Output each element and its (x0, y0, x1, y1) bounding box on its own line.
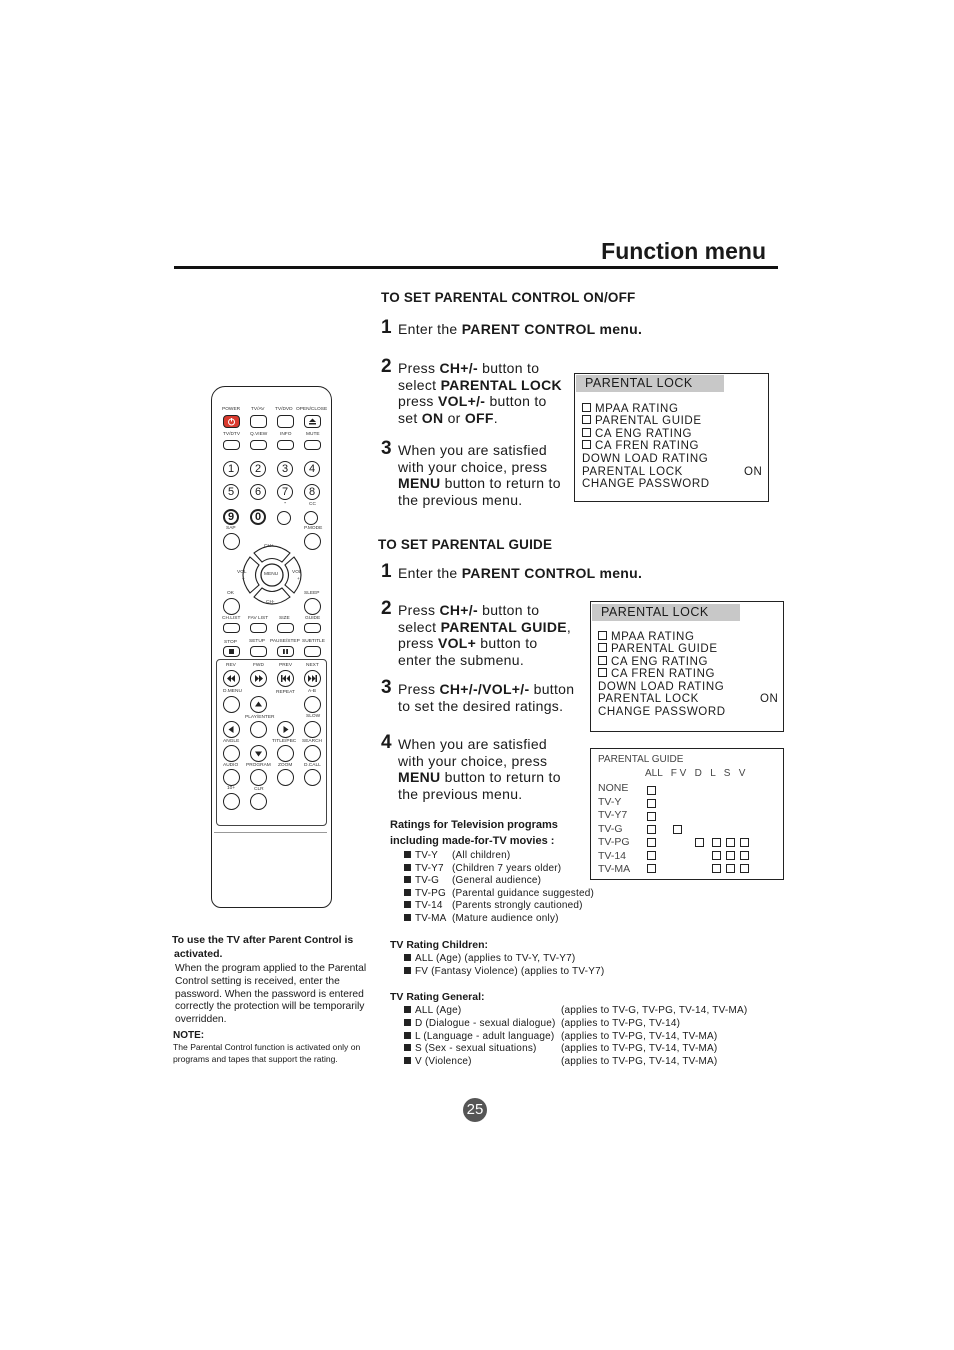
guide-row-label: TV-Y (598, 796, 622, 808)
rev-button[interactable] (223, 670, 240, 687)
size-button[interactable] (277, 623, 294, 633)
remote-label: REV (226, 663, 236, 668)
t: (Mature audience only) (452, 912, 559, 924)
open-close-button[interactable] (304, 415, 321, 428)
t: (Parental guidance suggested) (452, 887, 595, 899)
t: Press (398, 360, 440, 376)
t: MENU (398, 769, 441, 785)
checkbox-icon (582, 428, 591, 437)
parental-lock-menu-2 (590, 601, 784, 732)
zoom-button[interactable] (277, 769, 294, 786)
checkbox-icon[interactable] (647, 786, 656, 795)
guide-title: PARENTAL GUIDE (598, 754, 684, 765)
play-enter-button[interactable] (250, 721, 267, 738)
menu-item: MPAA RATING (611, 631, 695, 643)
guide-row-label: TV-14 (598, 850, 627, 862)
lock-value: ON (744, 466, 763, 478)
checkbox-icon[interactable] (647, 838, 656, 847)
page-title: Function menu (601, 238, 766, 264)
checkbox-icon[interactable] (740, 851, 749, 860)
t: select (398, 618, 441, 635)
remote-label: AUDIO (223, 763, 239, 768)
rewind-icon (224, 671, 239, 686)
remote-label: TV/DVD (275, 407, 293, 412)
tv-av-button[interactable] (250, 415, 267, 428)
s1-step3-number: 3 (381, 438, 392, 459)
t: button to (477, 360, 540, 376)
dash-button[interactable] (277, 511, 291, 525)
stop-button[interactable] (223, 646, 240, 657)
bullet-icon (404, 864, 411, 871)
t: select (398, 376, 441, 393)
remote-label: PAUSE/STEP (270, 639, 300, 644)
t: When you are satisfied (398, 442, 548, 458)
guide-row-label: NONE (598, 782, 629, 794)
t: TV-G (415, 875, 440, 887)
a-b-button[interactable] (304, 696, 321, 713)
dash-label: - (284, 500, 287, 507)
bullet-icon (404, 967, 411, 974)
bullet-icon (404, 1032, 411, 1039)
t: (applies to TV-PG, TV-14, TV-MA) (561, 1030, 718, 1042)
number-button-4[interactable] (304, 461, 320, 477)
bullet-icon (404, 851, 411, 858)
ratings-heading: Ratings for Television programs (390, 819, 558, 831)
t: (applies to TV-PG, TV-14, TV-MA) (561, 1056, 718, 1068)
ok-button[interactable] (223, 598, 240, 615)
t: button to return to (440, 475, 561, 491)
s2-step3-text (398, 681, 574, 714)
remote-label: REPEAT (276, 690, 295, 695)
t: 3 (281, 463, 289, 475)
remote-label: PREV (279, 663, 293, 668)
remote-label: CC (309, 502, 316, 507)
note-heading: To use the TV after Parent Control is (172, 934, 354, 946)
t: The Parental Control function is activated only on (173, 1041, 361, 1052)
s1-step1-text (398, 321, 642, 338)
t: button to return to (440, 769, 561, 785)
remote-label: ZOOM (278, 763, 293, 768)
t: When the program applied to the Parental (175, 963, 367, 974)
bullet-icon (404, 914, 411, 921)
parental-lock-menu-1 (574, 373, 769, 502)
t: PARENTAL LOCK (440, 376, 562, 393)
checkbox-icon (582, 415, 591, 424)
audio-button[interactable] (223, 769, 240, 786)
fav-list-button[interactable] (250, 623, 267, 633)
t: 7 (281, 486, 289, 498)
t: button to (485, 393, 547, 409)
bullet-icon (404, 1044, 411, 1051)
remote-label: OPEN/CLOSE (296, 407, 328, 412)
remote-label: CLR (254, 787, 264, 792)
power-button[interactable] (223, 415, 240, 428)
vol-plus-label: + (297, 577, 300, 582)
t: FV (Fantasy Violence) (applies to TV-Y7) (415, 965, 605, 977)
bullet-icon (404, 889, 411, 896)
t: 9 (227, 511, 235, 523)
number-button-8[interactable] (304, 484, 320, 500)
bullet-icon (404, 954, 411, 961)
t: button to (477, 602, 540, 618)
remote-label: D.CALL (304, 763, 321, 768)
checkbox-icon[interactable] (726, 864, 735, 873)
parental-guide-grid (590, 748, 784, 880)
ch-up-label: CH+ (264, 544, 274, 549)
stop-icon (224, 647, 239, 656)
menu-item: CA FREN RATING (611, 668, 716, 680)
general-list (404, 1005, 747, 1069)
t: with your choice, press (398, 752, 548, 769)
t: MENU (398, 475, 441, 491)
s2-step3-number: 3 (381, 677, 392, 698)
remote-label: NEXT (306, 663, 319, 668)
remote-label: SEARCH (302, 739, 322, 744)
number-button-9[interactable] (223, 509, 239, 525)
menu-item: PARENTAL LOCK (582, 466, 683, 478)
t: set (398, 409, 422, 426)
title-pbc-button[interactable] (277, 745, 294, 762)
t: button (529, 681, 575, 697)
t: ALL (Age) (applies to TV-Y, TV-Y7) (415, 953, 576, 964)
checkbox-icon[interactable] (726, 851, 735, 860)
eject-icon (305, 416, 320, 427)
t: 0 (254, 511, 262, 523)
bullet-icon (404, 876, 411, 883)
checkbox-icon[interactable] (647, 864, 656, 873)
clr-button[interactable] (250, 793, 267, 810)
t: 5 (227, 486, 235, 498)
t: to set the desired ratings. (398, 697, 564, 714)
t: 1 (227, 463, 235, 475)
t: TV-Y7 (415, 862, 444, 874)
remote-label: PLAY/ENTER (245, 715, 275, 720)
tv-dtv-button[interactable] (223, 440, 240, 450)
menu-item: CA FREN RATING (595, 440, 700, 452)
t: (applies to TV-PG, TV-14, TV-MA) (561, 1043, 718, 1055)
children-list (404, 953, 604, 978)
t: OFF (464, 409, 494, 426)
subtitle-button[interactable] (304, 646, 321, 657)
remote-label: STOP (224, 640, 237, 645)
t: TV-14 (415, 900, 443, 912)
setup-button[interactable] (250, 646, 267, 657)
remote-label: SAP (226, 526, 236, 531)
up-button[interactable] (250, 696, 267, 713)
next-icon (305, 671, 320, 686)
t: (Children 7 years older) (452, 862, 562, 874)
fwd-button[interactable] (250, 670, 267, 687)
t: VOL+ (437, 635, 477, 651)
t: press (398, 393, 438, 409)
t: programs and tapes that support the rating. (173, 1053, 338, 1064)
d-menu-button[interactable] (223, 696, 240, 713)
s1-step2-text (398, 360, 562, 426)
remote-label: POWER (222, 407, 241, 412)
number-button-3[interactable] (277, 461, 293, 477)
t: D (Dialogue - sexual dialogue) (415, 1017, 556, 1029)
arrow-down-icon (251, 746, 266, 761)
number-button-2[interactable] (250, 461, 266, 477)
menu-item: DOWN LOAD RATING (582, 453, 709, 465)
t: password. When the password is entered (175, 988, 364, 1000)
s2-step2-text (398, 602, 571, 668)
t: TV-PG (415, 887, 447, 899)
t: PARENT CONTROL menu. (461, 565, 643, 581)
t: with your choice, press (398, 458, 548, 475)
t: Press (398, 602, 440, 618)
children-heading: TV Rating Children: (390, 939, 488, 951)
checkbox-icon[interactable] (712, 838, 721, 847)
header-rule (174, 266, 778, 269)
guide-row-label: TV-G (598, 823, 623, 835)
checkbox-icon[interactable] (647, 825, 656, 834)
checkbox-icon[interactable] (712, 851, 721, 860)
arrow-up-icon (251, 697, 266, 712)
guide-row-label: TV-Y7 (598, 809, 628, 821)
t: V (Violence) (415, 1056, 472, 1068)
s1-step1-bold: PARENT CONTROL menu. (461, 321, 643, 337)
t: TV-MA (415, 912, 447, 924)
t: 8 (308, 486, 316, 498)
pause-step-button[interactable] (277, 646, 294, 657)
s1-step1-pre: Enter the (398, 321, 462, 337)
power-icon (224, 416, 239, 427)
left-button[interactable] (223, 721, 240, 738)
d-call-button[interactable] (304, 769, 321, 786)
number-button-5[interactable] (223, 484, 239, 500)
info-button[interactable] (277, 440, 294, 450)
menu-item: CHANGE PASSWORD (598, 706, 726, 718)
t: L (Language - adult language) (415, 1030, 555, 1042)
tv-dvd-button[interactable] (277, 415, 294, 428)
menu-item: PARENTAL GUIDE (611, 643, 718, 655)
guide-row-label: TV-MA (598, 863, 631, 875)
t: or (443, 409, 465, 426)
t: (applies to TV-PG, TV-14) (561, 1017, 681, 1029)
remote-label: PROGRAM (246, 763, 271, 768)
note-heading: activated. (174, 948, 223, 960)
t: button to (476, 635, 538, 651)
q-view-button[interactable] (250, 440, 267, 450)
ten-plus-button[interactable] (223, 793, 240, 810)
slow-button[interactable] (304, 721, 321, 738)
menu-item: CA ENG RATING (611, 656, 709, 668)
s1-step3-text (398, 442, 561, 508)
left-note (172, 934, 382, 1065)
bullet-icon (404, 1057, 411, 1064)
s2-step1-number: 1 (381, 561, 392, 582)
down-button[interactable] (250, 745, 267, 762)
remote-label: CH.LIST (222, 616, 241, 621)
t: (General audience) (452, 875, 542, 887)
remote-label: P.MODE (304, 526, 323, 531)
guide-columns: ALL F V D L S V (645, 768, 746, 779)
lock-value: ON (760, 693, 779, 705)
checkbox-icon (582, 440, 591, 449)
menu-item: CA ENG RATING (595, 428, 693, 440)
t: S (Sex - sexual situations) (415, 1043, 537, 1055)
t: 4 (308, 463, 316, 475)
ratings-heading: including made-for-TV movies : (390, 835, 555, 847)
ch-list-button[interactable] (223, 623, 240, 633)
t: ALL (Age) (415, 1005, 462, 1016)
checkbox-icon[interactable] (695, 838, 704, 847)
ch-down-label: CH- (266, 600, 275, 605)
menu-header: PARENTAL LOCK (576, 375, 724, 392)
menu-label: MENU (264, 572, 279, 577)
remote-label: TITLE/PBC (272, 739, 297, 744)
previous-icon (278, 671, 293, 686)
t: CH+/- (439, 602, 478, 618)
t: When you are satisfied (398, 736, 548, 752)
remote-label: D.MENU (223, 689, 242, 694)
remote-label: SUBTITLE (302, 639, 325, 644)
t: overridden. (175, 1014, 227, 1026)
guide-row-label: TV-PG (598, 836, 630, 848)
guide-button[interactable] (304, 623, 321, 633)
checkbox-icon[interactable] (740, 864, 749, 873)
remote-label: TV/AV (251, 407, 265, 412)
checkbox-icon (598, 656, 607, 665)
t: (All children) (452, 850, 511, 861)
arrow-left-icon (224, 722, 239, 737)
remote-label: FAV LIST (248, 616, 269, 621)
section2-heading: TO SET PARENTAL GUIDE (378, 537, 553, 552)
t: CH+/-/VOL+/- (439, 681, 530, 697)
search-button[interactable] (304, 745, 321, 762)
t: 2 (254, 463, 262, 475)
remote-bottom (214, 832, 327, 903)
t: press (398, 635, 438, 651)
bullet-icon (404, 1019, 411, 1026)
note-label: NOTE: (173, 1029, 205, 1041)
number-button-0[interactable] (250, 509, 266, 525)
angle-button[interactable] (223, 745, 240, 762)
checkbox-icon (598, 643, 607, 652)
next-button[interactable] (304, 670, 321, 687)
menu-item: PARENTAL GUIDE (595, 415, 702, 427)
s1-step1-number: 1 (381, 317, 392, 338)
arrow-right-icon (278, 722, 293, 737)
remote-label: ANGLE (223, 739, 240, 744)
checkbox-icon[interactable] (712, 864, 721, 873)
sleep-button[interactable] (304, 598, 321, 615)
t: TV-Y (415, 850, 439, 861)
pause-icon (278, 647, 293, 656)
t: Control setting is received, enter the (175, 975, 340, 987)
checkbox-icon (582, 403, 591, 412)
vol-down-label: VOL (237, 570, 247, 575)
s2-step4-number: 4 (381, 732, 392, 753)
remote-label: OK (227, 591, 234, 596)
cc-button[interactable] (304, 511, 318, 525)
bullet-icon (404, 1006, 411, 1013)
bullet-icon (404, 901, 411, 908)
checkbox-icon (598, 668, 607, 677)
t: , (566, 618, 572, 635)
checkbox-icon (598, 631, 607, 640)
remote-label: A-B (308, 689, 316, 694)
t: (Parents strongly cautioned) (452, 900, 583, 912)
menu-item: CHANGE PASSWORD (582, 478, 710, 490)
vol-up-label: VOL (292, 570, 302, 575)
section1-heading: TO SET PARENTAL CONTROL ON/OFF (381, 290, 636, 305)
page-number: 25 (463, 1098, 487, 1122)
checkbox-icon[interactable] (647, 851, 656, 860)
t: correctly the protection will be temporarily (175, 1001, 365, 1013)
remote-label: SETUP (249, 639, 265, 644)
s2-step4-text (398, 736, 561, 802)
number-button-7[interactable] (277, 484, 293, 500)
remote-label: INFO (280, 432, 292, 437)
s1-step2-number: 2 (381, 356, 392, 377)
remote-label: TV/DTV (223, 432, 241, 437)
number-button-1[interactable] (223, 461, 239, 477)
remote-control (211, 386, 332, 908)
menu-header: PARENTAL LOCK (592, 604, 740, 621)
t: ON (421, 409, 444, 426)
program-button[interactable] (250, 769, 267, 786)
remote-label: SIZE (279, 616, 290, 621)
ratings-list (404, 850, 594, 926)
remote-label: FWD (253, 663, 264, 668)
checkbox-icon[interactable] (673, 825, 682, 834)
vol-minus-label: – (242, 577, 245, 582)
t: enter the submenu. (398, 651, 525, 668)
remote-label: 10+ (227, 786, 236, 791)
checkbox-icon[interactable] (647, 812, 656, 821)
fast-forward-icon (251, 671, 266, 686)
s2-step2-number: 2 (381, 598, 392, 619)
number-button-6[interactable] (250, 484, 266, 500)
t: VOL+/- (437, 393, 486, 409)
mute-button[interactable] (304, 440, 321, 450)
right-button[interactable] (277, 721, 294, 738)
menu-item: MPAA RATING (595, 403, 679, 415)
general-heading: TV Rating General: (390, 991, 485, 1003)
t: Enter the (398, 565, 462, 581)
t: . (493, 409, 498, 426)
menu-item: DOWN LOAD RATING (598, 681, 725, 693)
t: CH+/- (439, 360, 478, 376)
checkbox-icon[interactable] (726, 838, 735, 847)
remote-label: Q.VIEW (250, 432, 268, 437)
checkbox-icon[interactable] (740, 838, 749, 847)
remote-label: MUTE (306, 432, 320, 437)
t: 6 (254, 486, 262, 498)
t: (applies to TV-G, TV-PG, TV-14, TV-MA) (561, 1005, 748, 1016)
t: PARENTAL GUIDE (440, 618, 567, 635)
remote-label: SLEEP (304, 591, 320, 596)
t: the previous menu. (398, 785, 523, 802)
remote-label: GUIDE (305, 616, 321, 621)
remote-label: SLOW (306, 714, 321, 719)
t: Press (398, 681, 440, 697)
menu-item: PARENTAL LOCK (598, 693, 699, 705)
s2-step1-text (398, 565, 642, 582)
prev-button[interactable] (277, 670, 294, 687)
t: the previous menu. (398, 491, 523, 508)
checkbox-icon[interactable] (647, 799, 656, 808)
